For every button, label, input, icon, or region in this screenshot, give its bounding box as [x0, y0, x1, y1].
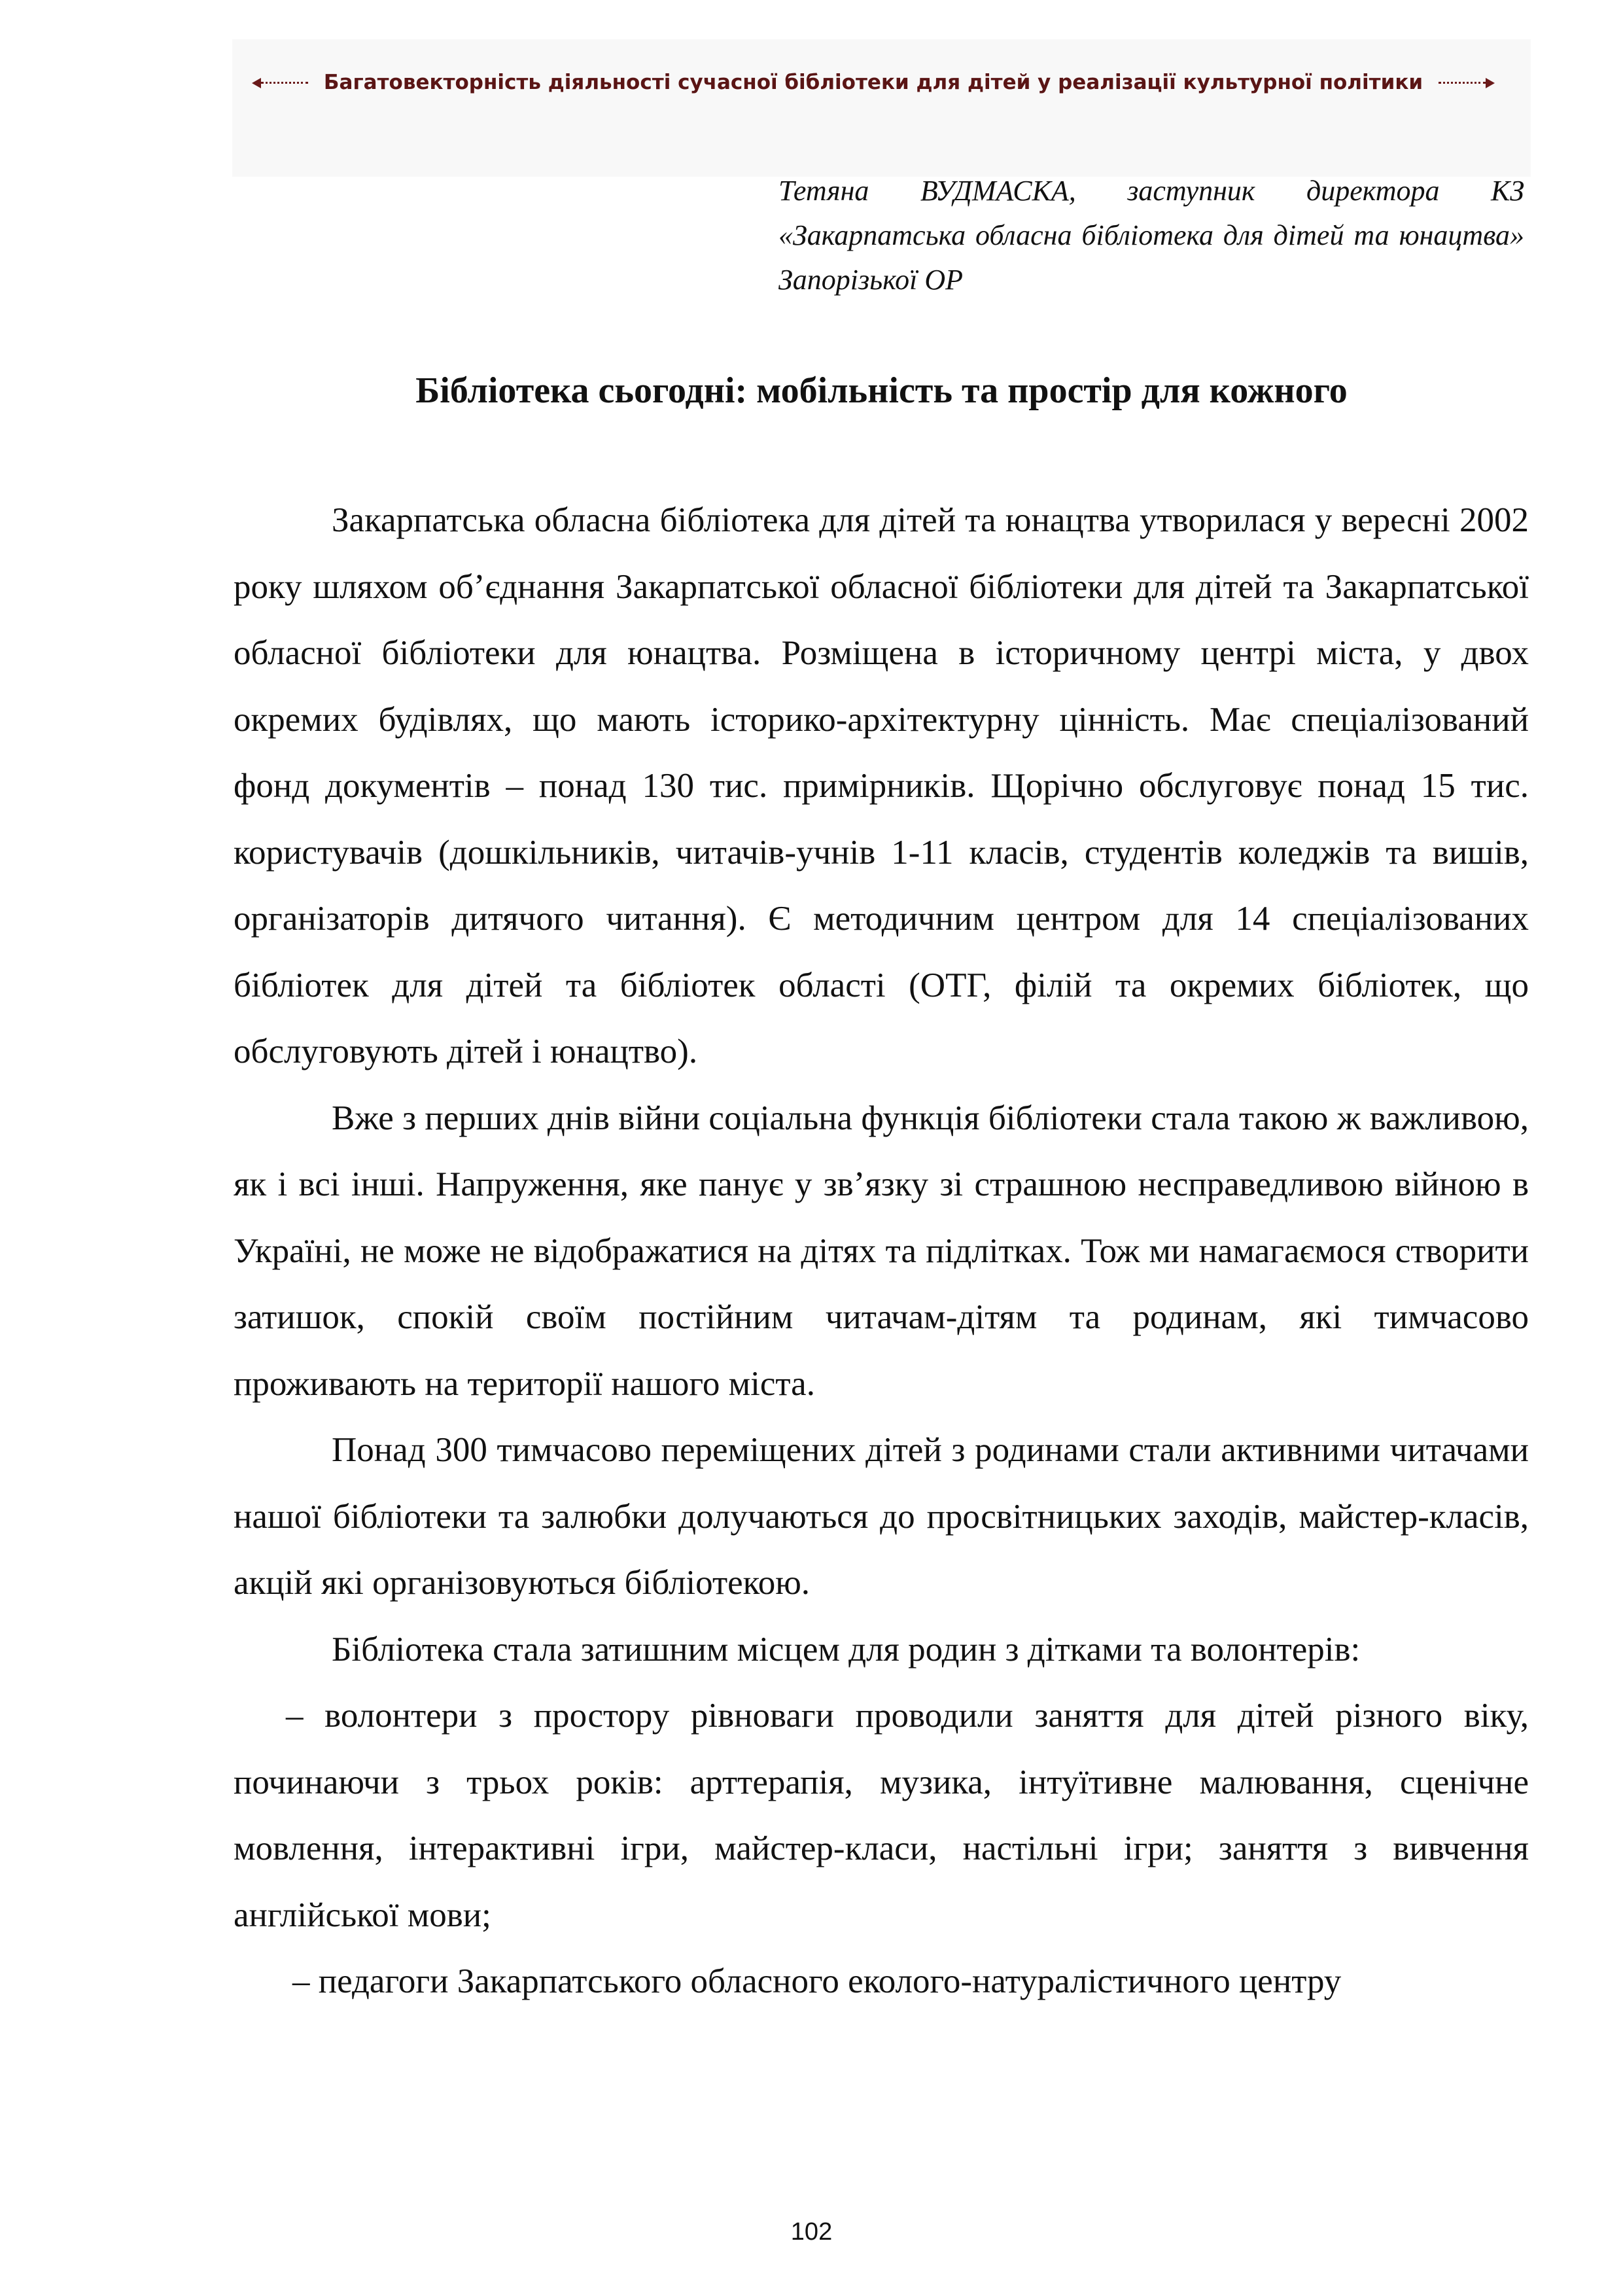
- paragraph: Вже з перших днів війни соціальна функція бібліотеки стала такою ж важливою, як і всі інші. Напруження, яке панує у зв’язку зі страшною несправедливою війною в Україні, не може не відображатися на дітях та підлітках. Тож ми намагаємося створити затишок, спокій своїм постійним читачам-дітям та родинам, які тимчасово проживають на території нашого міста.: [234, 1099, 1529, 1403]
- running-title: Багатовекторність діяльності сучасної бібліотеки для дітей у реалізації культурної політики: [323, 71, 1423, 94]
- arrow-left-icon: [252, 65, 320, 99]
- header-band: [232, 39, 1531, 177]
- list-item: – педагоги Закарпатського обласного еколого-натуралістичного центру: [292, 1962, 1342, 2000]
- paragraph: Закарпатська обласна бібліотека для дітей та юнацтва утворилася у вересні 2002 року шляхом об’єднання Закарпатської обласної бібліотеки для дітей та Закарпатської обласної бібліотеки для юнацтва. Розміщена в історичному центрі міста, у двох окремих будівлях, що мають історико-архітектурну цінність. Має спеціалізований фонд документів – понад 130 тис. примірників. Щорічно обслуговує понад 15 тис. користувачів (дошкільників, читачів-учнів 1-11 класів, студентів коледжів та вишів, організаторів дитячого читання). Є методичним центром для 14 спеціалізованих бібліотек для дітей та бібліотек області (ОТГ, філій та окремих бібліотек, що обслуговують дітей і юнацтво).: [234, 501, 1529, 1070]
- author-attribution: Тетяна ВУДМАСКА, заступник директора КЗ «Закарпатська обласна бібліотека для дітей та юнацтва» Запорізької ОР: [778, 175, 1524, 296]
- paragraph: Бібліотека стала затишним місцем для родин з дітками та волонтерів:: [332, 1630, 1361, 1669]
- running-header: [252, 65, 1495, 99]
- arrow-right-icon: [1427, 65, 1495, 99]
- page-number: 102: [790, 2218, 833, 2246]
- list-item: – волонтери з простору рівноваги проводили заняття для дітей різного віку, починаючи з трьох років: арттерапія, музика, інтуїтивне малювання, сценічне мовлення, інтерактивні ігри, майстер-класи, настільні ігри; заняття з вивчення англійської мови;: [234, 1697, 1529, 1934]
- article-body: [234, 487, 1529, 2015]
- paragraph: Понад 300 тимчасово переміщених дітей з родинами стали активними читачами нашої бібліотеки та залюбки долучаються до просвітницьких заходів, майстер-класів, акцій які організовуються бібліотекою.: [234, 1431, 1529, 1602]
- article-title: Бібліотека сьогодні: мобільність та простір для кожного: [415, 370, 1348, 411]
